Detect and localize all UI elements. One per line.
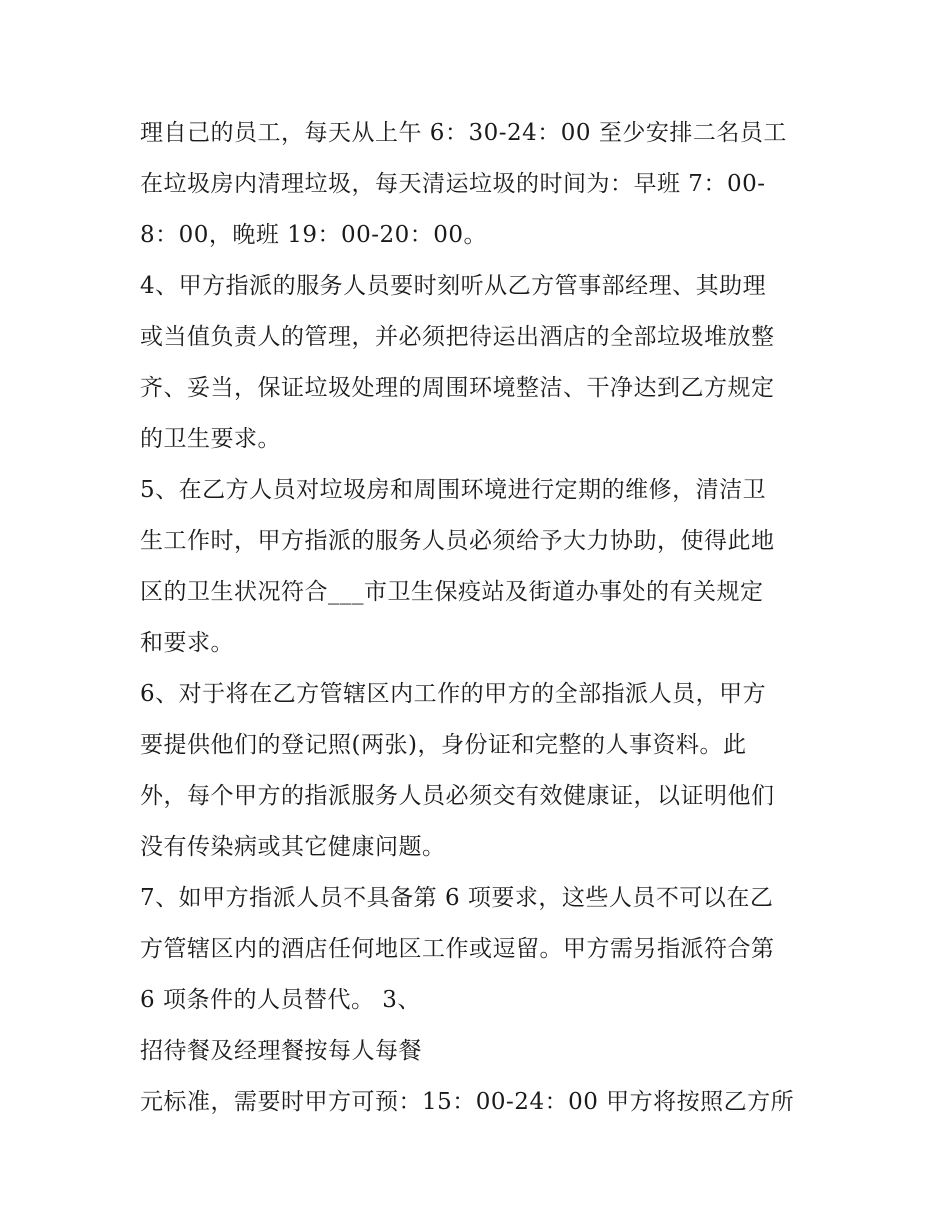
text-line: 的卫生要求。 [140, 426, 281, 452]
text-line: 4、甲方指派的服务人员要时刻听从乙方管事部经理、其助理 [140, 273, 767, 299]
text-line: 招待餐及经理餐按每人每餐 [140, 1038, 422, 1064]
text-line: 和要求。 [140, 630, 234, 656]
text-line: 或当值负责人的管理，并必须把待运出酒店的全部垃圾堆放整 [140, 324, 775, 350]
document-body [140, 108, 820, 1128]
text-line: 方管辖区内的酒店任何地区工作或逗留。甲方需另指派符合第 [140, 936, 775, 962]
text-line: 在垃圾房内清理垃圾，每天清运垃圾的时间为：早班 7：00- [140, 171, 766, 197]
text-line: 理自己的员工，每天从上午 6：30-24：00 至少安排二名员工 [140, 120, 787, 146]
text-line: 5、在乙方人员对垃圾房和周围环境进行定期的维修，清洁卫 [140, 477, 767, 503]
text-line: 6 项条件的人员替代。 3、 [140, 987, 421, 1013]
text-line: 8：00，晚班 19：00-20：00。 [140, 222, 488, 248]
text-line: 生工作时，甲方指派的服务人员必须给予大力协助，使得此地 [140, 528, 775, 554]
text-line: 齐、妥当，保证垃圾处理的周围环境整洁、干净达到乙方规定 [140, 375, 775, 401]
text-line: 区的卫生状况符合___市卫生保疫站及街道办事处的有关规定 [140, 579, 764, 605]
text-line: 6、对于将在乙方管辖区内工作的甲方的全部指派人员，甲方 [140, 681, 767, 707]
text-line: 外，每个甲方的指派服务人员必须交有效健康证，以证明他们 [140, 783, 775, 809]
text-line: 元标准，需要时甲方可预：15：00-24：00 甲方将按照乙方所 [140, 1089, 795, 1115]
text-line: 要提供他们的登记照(两张)，身份证和完整的人事资料。此 [140, 732, 747, 758]
text-line: 没有传染病或其它健康问题。 [140, 834, 446, 860]
text-line: 7、如甲方指派人员不具备第 6 项要求，这些人员不可以在乙 [140, 885, 774, 911]
